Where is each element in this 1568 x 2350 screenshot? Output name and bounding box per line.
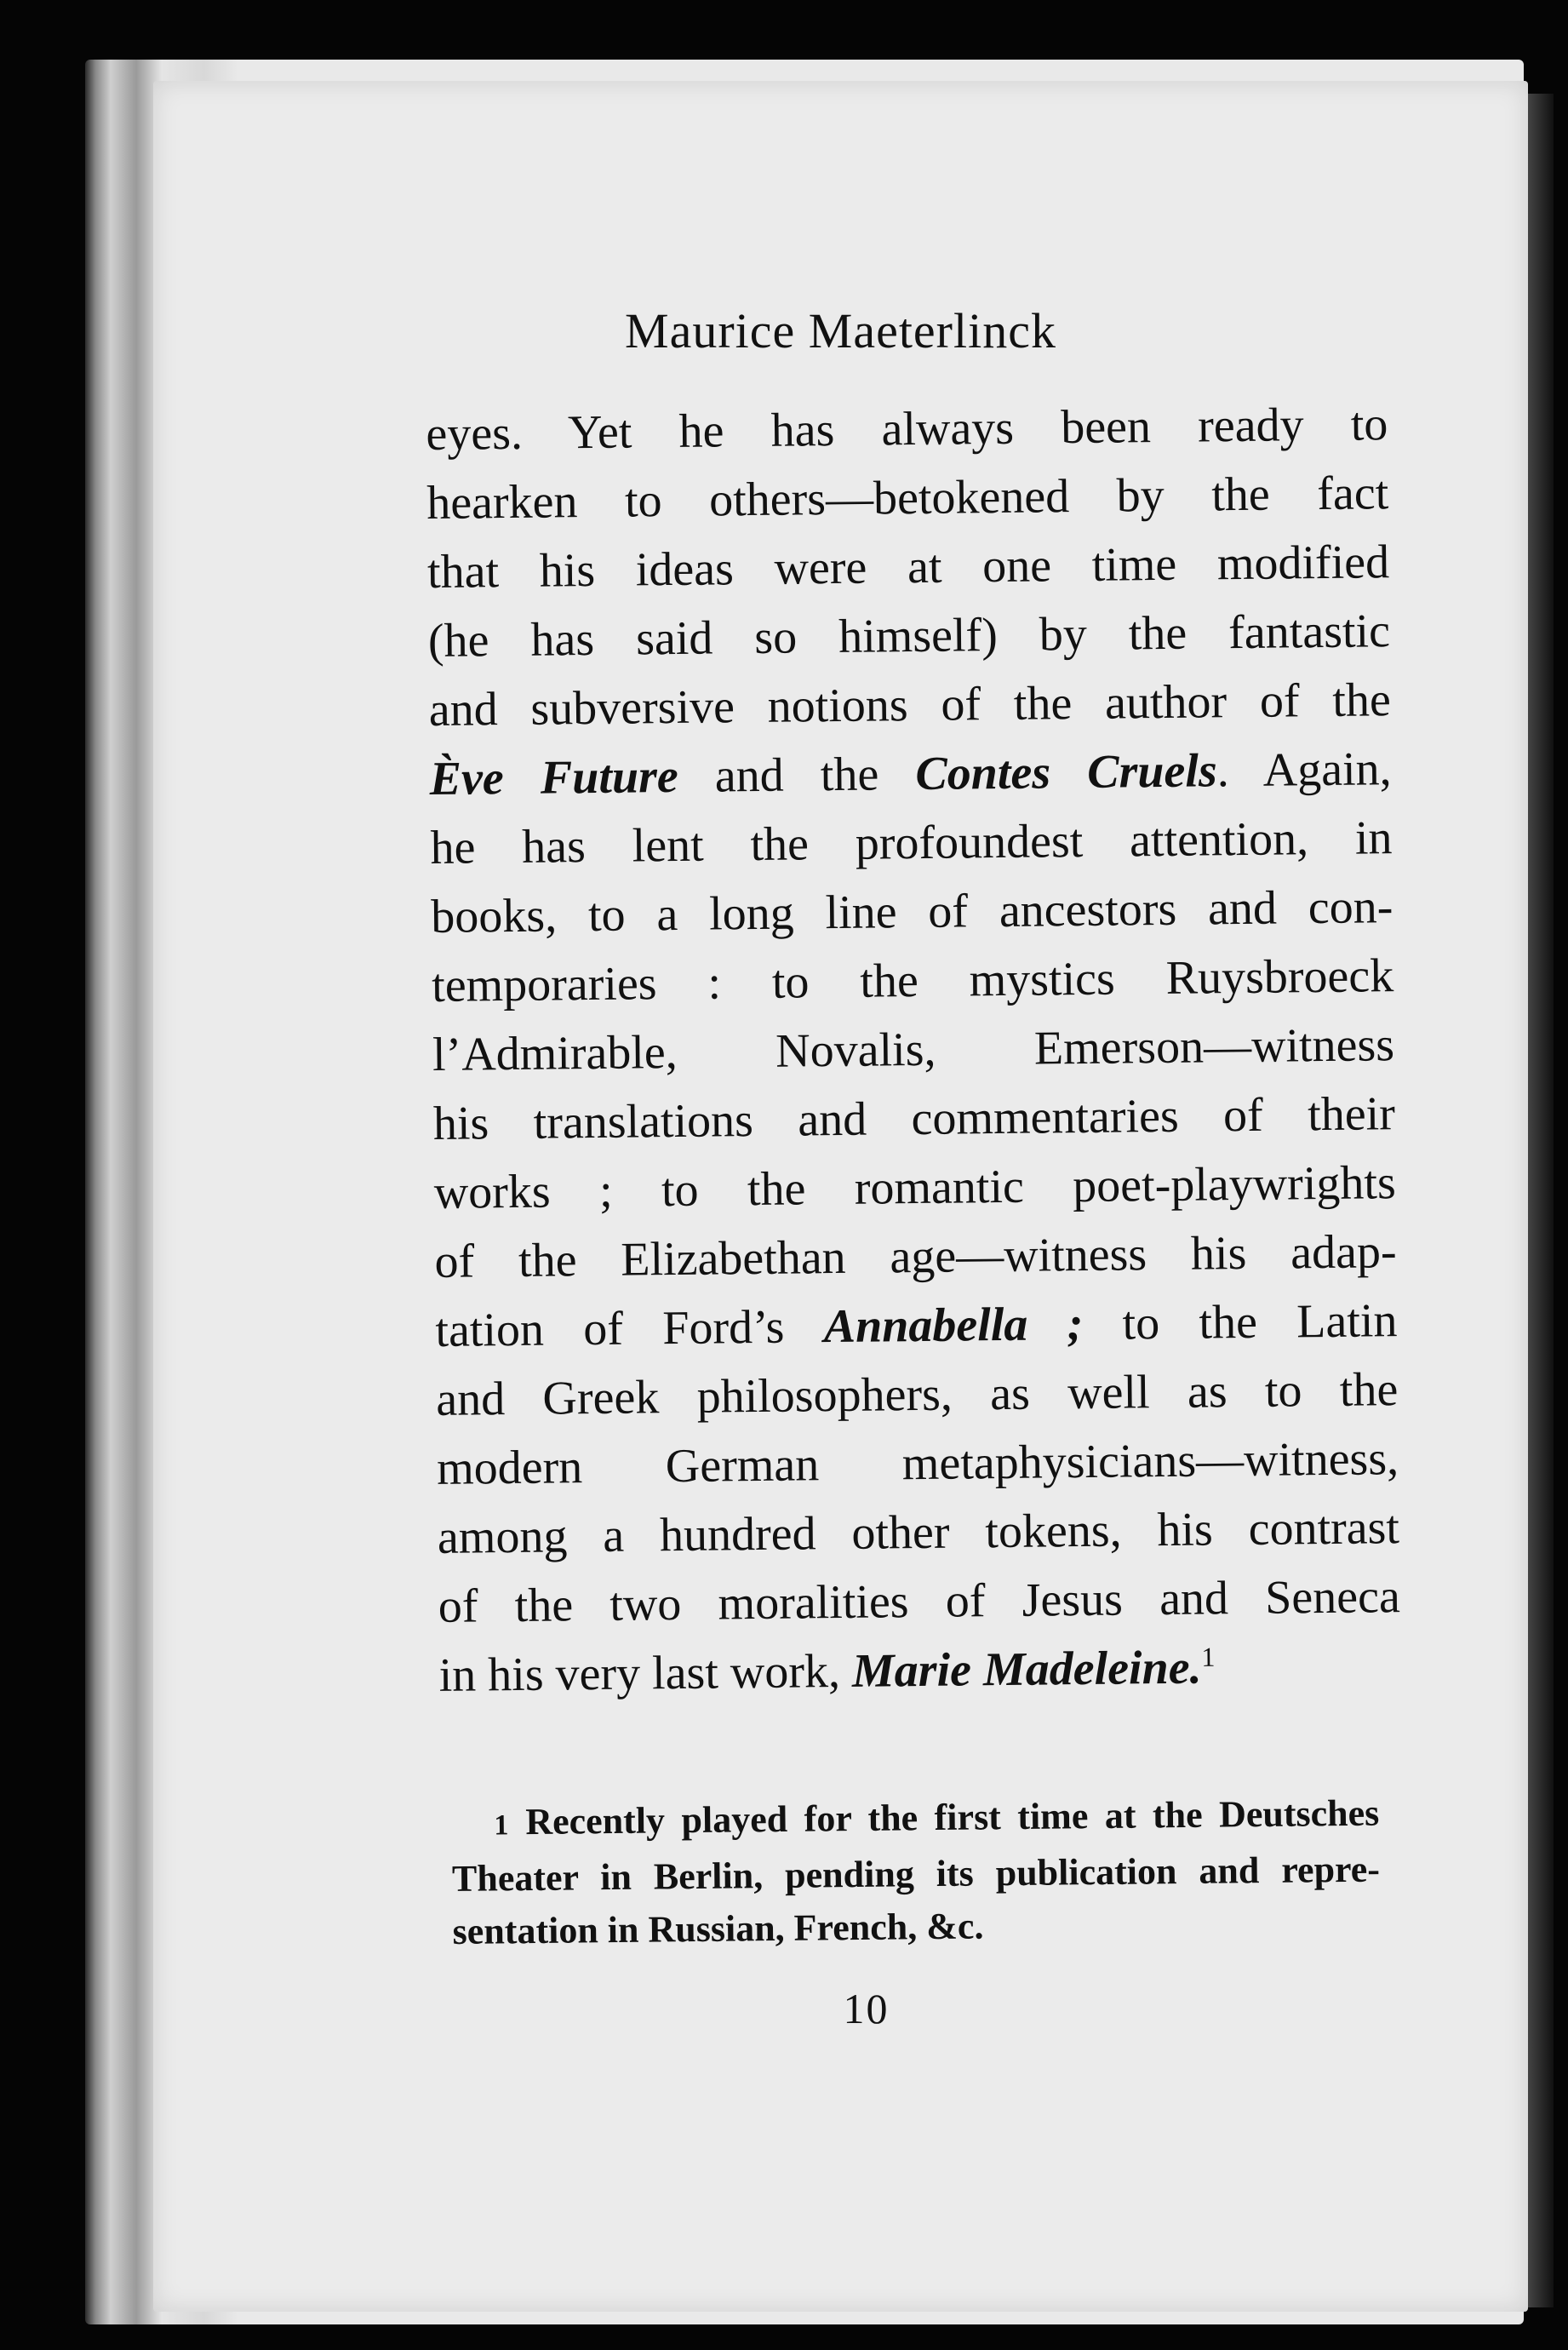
footnote-line [451,1787,1380,1853]
text-line: of the Elizabethan age—witness his adap- [434,1225,1397,1288]
text-fragment: in his very last work, [438,1644,853,1702]
text-line: among a hundred other tokens, his contrast [437,1501,1400,1564]
text-line: eyes. Yet he has always been ready to [426,398,1388,461]
text-line: his translations and commentaries of their [432,1087,1396,1150]
text-line [429,735,1392,814]
italic-title: Contes Cruels [915,744,1218,800]
text-fragment: and the [678,748,916,803]
text-line [438,1631,1401,1711]
running-head: Maurice Maeterlinck [625,303,1056,358]
footnote-line: Theater in Berlin, pending its publication and repre- [451,1848,1381,1900]
text-line: and subversive notions of the author of the [428,673,1392,737]
italic-title: Annabella ; [823,1297,1084,1354]
text-fragment: Recently played for the first time at the Deutsches [525,1791,1380,1843]
footnote-line: sentation in Russian, French, &c. [452,1905,984,1952]
italic-title: Marie Madeleine. [851,1641,1202,1698]
text-line: temporaries : to the mystics Ruysbroeck [431,949,1394,1012]
text-line: he has lent the profoundest attention, in [430,811,1393,874]
text-line: works ; to the romantic poet-playwrights [433,1156,1397,1219]
footnote-reference: 1 [1201,1641,1216,1672]
body-text [426,390,1401,1711]
italic-title: Ève Future [429,749,679,805]
text-line: and Greek philosophers, as well as to the [435,1363,1399,1426]
text-line: (he has said so himself) by the fantastic [427,605,1391,668]
text-line: that his ideas were at one time modified [426,536,1390,599]
footnote [451,1787,1381,1958]
text-fragment: tation of Ford’s [435,1300,825,1357]
text-fragment: to the Latin [1082,1294,1398,1350]
page-gutter-shadow [1528,94,1554,2307]
text-line: modern German metaphysicians—witness, [436,1432,1399,1495]
text-line: of the two moralities of Jesus and Seneca [438,1570,1401,1633]
footnote-marker: 1 [494,1809,509,1842]
text-line: l’Admirable, Novalis, Emerson—witness [432,1018,1395,1081]
text-line: hearken to others—betokened by the fact [426,467,1389,530]
text-line [435,1287,1398,1366]
page-number: 10 [843,1985,890,2032]
text-fragment: . Again, [1216,742,1392,798]
text-line: books, to a long line of ancestors and con- [431,880,1393,943]
